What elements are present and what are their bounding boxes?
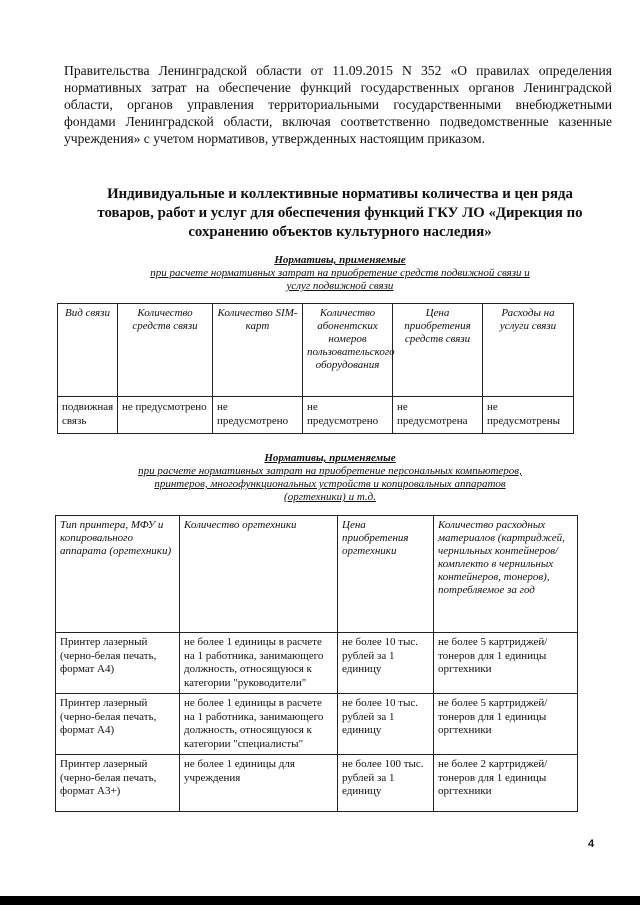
header-cell: Количество абонентских номеров пользовательского оборудования [303,304,393,397]
printers-caption-body: при расчете нормативных затрат на приобретение персональных компьютеров, принтеров, многофункциональных устройств и копировальных аппаратов (оргтехники) и т.д. [138,465,522,503]
table-cell: не более 10 тыс. рублей за 1 единицу [338,694,434,755]
printers-table-caption [130,452,530,504]
table-cell: не предусмотрена [393,397,483,434]
table-cell: не более 10 тыс. рублей за 1 единицу [338,633,434,694]
table-header-row [56,516,578,633]
header-cell: Количество расходных материалов (картриджей, чернильных контейнеров/комплекто в чернильных контейнеров, тонеров), потребляемое за год [434,516,578,633]
header-cell: Вид связи [58,304,118,397]
mobile-caption-title: Нормативы, применяемые [274,254,406,266]
table-cell: не предусмотрены [483,397,574,434]
table-cell: не предусмотрено [303,397,393,434]
header-cell: Количество SIM-карт [213,304,303,397]
table-cell: не более 1 единицы в расчете на 1 работника, занимающего должность, относящуюся к категории "руководители" [180,633,338,694]
table-cell: подвижная связь [58,397,118,434]
mobile-norms-table [57,303,574,434]
table-cell: не более 5 картриджей/тонеров для 1 единицы оргтехники [434,694,578,755]
table-row [56,633,578,694]
table-row [56,755,578,812]
section-heading: Индивидуальные и коллективные нормативы количества и цен ряда товаров, работ и услуг для обеспечения функций ГКУ ЛО «Дирекция по сохранению объектов культурного наследия» [97,186,583,240]
table-cell: не более 5 картриджей/тонеров для 1 единицы оргтехники [434,633,578,694]
printers-caption-title: Нормативы, применяемые [264,452,396,464]
intro-paragraph: Правительства Ленинградской области от 11.09.2015 N 352 «О правилах определения нормативных затрат на обеспечение функций государственных органов Ленинградской области, органов управления территориальными государственными внебюджетными фондами Ленинградской области, включая соответственно подведомственные казенные учреждения» с учетом нормативов, утвержденных настоящим приказом. [64,63,612,146]
table-cell: не предусмотрено [213,397,303,434]
header-cell: Цена приобретения средств связи [393,304,483,397]
header-cell: Тип принтера, МФУ и копировального аппарата (оргтехники) [56,516,180,633]
table-cell: не более 1 единицы в расчете на 1 работника, занимающего должность, относящуюся к категории "специалисты" [180,694,338,755]
table-cell: Принтер лазерный (черно-белая печать, формат А4) [56,694,180,755]
printers-norms-table [55,515,578,812]
table-cell: Принтер лазерный (черно-белая печать, формат А4) [56,633,180,694]
table-row [56,694,578,755]
table-row [58,397,574,434]
mobile-caption-body: при расчете нормативных затрат на приобретение средств подвижной связи и услуг подвижной связи [150,267,530,292]
header-cell: Цена приобретения оргтехники [338,516,434,633]
table-cell: не более 1 единицы для учреждения [180,755,338,812]
table-cell: Принтер лазерный (черно-белая печать, формат А3+) [56,755,180,812]
header-cell: Количество оргтехники [180,516,338,633]
header-cell: Расходы на услуги связи [483,304,574,397]
table-cell: не более 100 тыс. рублей за 1 единицу [338,755,434,812]
mobile-table-caption [150,254,530,293]
header-cell: Количество средств связи [118,304,213,397]
table-header-row [58,304,574,397]
table-cell: не предусмотрено [118,397,213,434]
table-cell: не более 2 картриджей/тонеров для 1 единицы оргтехники [434,755,578,812]
scan-edge-bar [0,896,640,905]
page-number: 4 [588,838,595,850]
